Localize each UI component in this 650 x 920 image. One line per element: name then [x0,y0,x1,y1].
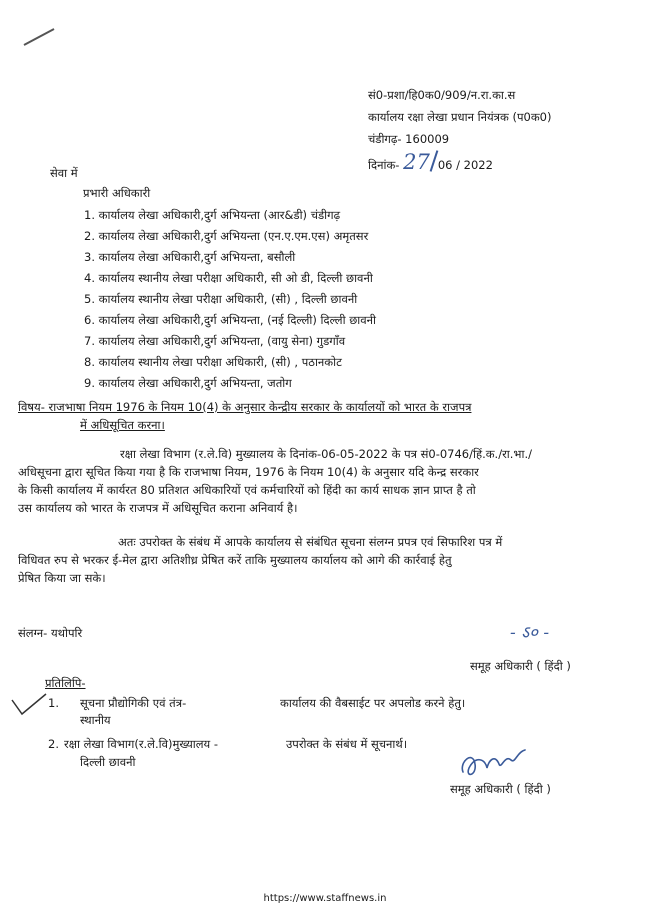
signatory-designation-2: समूह अधिकारी ( हिंदी ) [450,782,551,796]
enclosure-note: संलग्न- यथोपरि [18,626,83,640]
addressee-item: 4. कार्यालय स्थानीय लेखा परीक्षा अधिकारी, सी ओ डी, दिल्ली छावनी [84,271,373,285]
copy-to-purpose: उपरोक्त के संबंध में सूचनार्थ। [286,737,408,751]
salutation: सेवा में [50,166,78,180]
addressee-item: 5. कार्यालय स्थानीय लेखा परीक्षा अधिकारी, (सी) , दिल्ली छावनी [84,292,358,306]
copy-to-recipient-line2: स्थानीय [80,713,111,727]
addressee-item: 8. कार्यालय स्थानीय लेखा परीक्षा अधिकारी, (सी) , पठानकोट [84,355,342,369]
signature-initials: - ऽ० - [510,623,550,643]
body-para2-line: विधिवत रुप से भरकर ई-मेल द्वारा अतिशीध्र प्रेषित करें ताकि मुख्यालय कार्यालय को आगे की कार्रवाई हेतु [18,553,452,567]
margin-pen-mark [24,28,55,46]
body-para1-line: उस कार्यालय को भारत के राजपत्र में अधिसूचित कराना अनिवार्य है। [18,501,298,515]
copy-to-recipient: रक्षा लेखा विभाग(र.ले.वि)मुख्यालय - [64,737,219,751]
addressee-item: 7. कार्यालय लेखा अधिकारी,दुर्ग अभियन्ता, (वायु सेना) गुडगाँव [84,334,346,348]
copy-to-item-number: 2. [48,737,59,751]
copy-to-recipient: सूचना प्रौद्योगिकी एवं तंत्र- [80,696,187,710]
body-para1-line: के किसी कार्यालय में कार्यरत 80 प्रतिशत अधिकारियों एवं कर्मचारियों को हिंदी का कार्य साधक ज्ञान प्राप्त है तो [18,483,476,497]
footer-url: https://www.staffnews.in [263,893,387,904]
addressee-item: 3. कार्यालय लेखा अधिकारी,दुर्ग अभियन्ता, बसौली [84,250,296,264]
addressee-item: 1. कार्यालय लेखा अधिकारी,दुर्ग अभियन्ता (आर&डी) चंडीगढ़ [84,208,341,222]
tick-mark-icon [10,690,50,720]
copy-to-item-number: 1. [48,696,59,710]
copy-to-label: प्रतिलिपि- [45,676,86,690]
body-para2-line: प्रेषित किया जा सके। [18,571,106,585]
addressee-title: प्रभारी अधिकारी [83,186,151,200]
reference-number: सं0-प्रशा/हि0क0/909/न.रा.का.स [368,88,516,102]
body-para2-line: अतः उपरोक्त के संबंध में आपके कार्यालय से संबंधित सूचना संलग्न प्रपत्र एवं सिफारिश पत्र में [118,535,503,549]
date-label: दिनांक- [368,158,400,172]
copy-to-purpose: कार्यालय की वैबसाईट पर अपलोड करने हेतु। [280,696,466,710]
addressee-item: 9. कार्यालय लेखा अधिकारी,दुर्ग अभियन्ता, जतोग [84,376,292,390]
subject-line-2: में अधिसूचित करना। [80,418,165,432]
office-name: कार्यालय रक्षा लेखा प्रधान नियंत्रक (प0क0) [368,110,552,124]
signatory-designation: समूह अधिकारी ( हिंदी ) [470,659,571,673]
subject-line-1: विषय- राजभाषा नियम 1976 के नियम 10(4) के अनुसार केन्द्रीय सरकार के कार्यालयों को भारत के राजपत्र [18,400,472,414]
handwritten-signature-icon [455,742,535,782]
date-day-handwritten: 27 [403,150,430,174]
body-para1-line: अधिसूचना द्वारा सूचित किया गया है कि राजभाषा नियम, 1976 के नियम 10(4) के अनुसार यदि केन्द्र सरकार [18,465,479,479]
office-city: चंडीगढ़- 160009 [368,132,450,146]
letter-date [368,150,493,174]
addressee-item: 2. कार्यालय लेखा अधिकारी,दुर्ग अभियन्ता (एन.ए.एम.एस) अमृतसर [84,229,369,243]
date-rest: 06 / 2022 [437,158,493,172]
addressee-item: 6. कार्यालय लेखा अधिकारी,दुर्ग अभियन्ता, (नई दिल्ली) दिल्ली छावनी [84,313,377,327]
copy-to-recipient-line2: दिल्ली छावनी [80,755,136,769]
body-para1-line: रक्षा लेखा विभाग (र.ले.वि) मुख्यालय के दिनांक-06-05-2022 के पत्र सं0-0746/हिं.क./रा.भा./ [120,447,533,461]
